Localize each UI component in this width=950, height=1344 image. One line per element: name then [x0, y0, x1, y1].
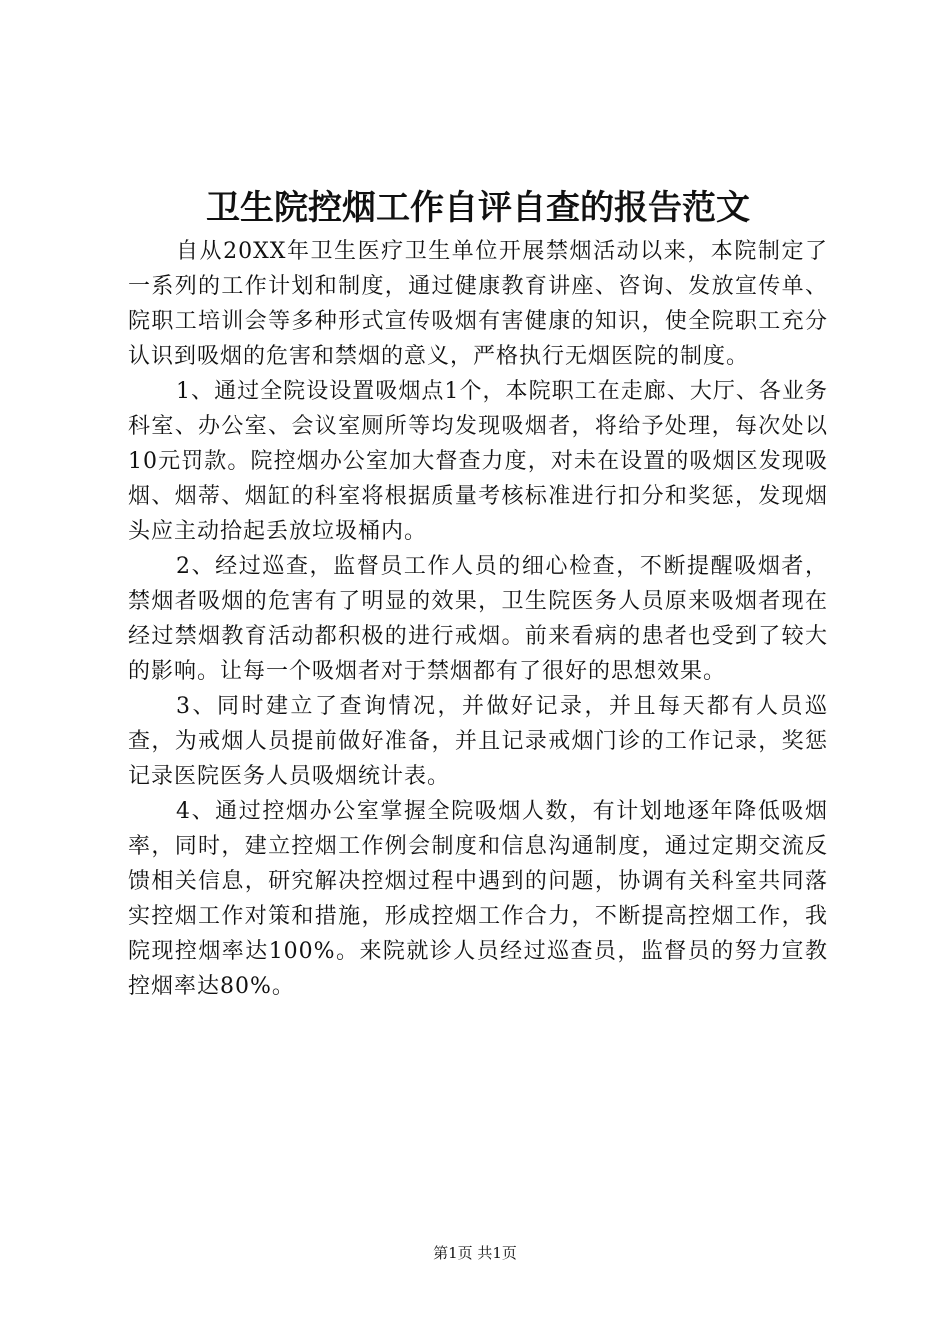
paragraph-2: 2、经过巡查，监督员工作人员的细心检查，不断提醒吸烟者，禁烟者吸烟的危害有了明显的效果，卫生院医务人员原来吸烟者现在经过禁烟教育活动都积极的进行戒烟。前来看病的患者也受到了较大的影响。让每一个吸烟者对于禁烟都有了很好的思想效果。 [128, 554, 828, 684]
paragraph-3: 3、同时建立了查询情况，并做好记录，并且每天都有人员巡查，为戒烟人员提前做好准备，并且记录戒烟门诊的工作记录，奖惩记录医院医务人员吸烟统计表。 [128, 694, 828, 789]
page-footer: 第1页 共1页 [433, 1244, 517, 1262]
paragraph-1: 1、通过全院设设置吸烟点1个，本院职工在走廊、大厅、各业务科室、办公室、会议室厕所等均发现吸烟者，将给予处理，每次处以10元罚款。院控烟办公室加大督查力度，对未在设置的吸烟区发现吸烟、烟蒂、烟缸的科室将根据质量考核标准进行扣分和奖惩，发现烟头应主动拾起丢放垃圾桶内。 [128, 379, 828, 544]
document-title: 卫生院控烟工作自评自查的报告范文 [206, 188, 750, 228]
paragraph-4: 4、通过控烟办公室掌握全院吸烟人数，有计划地逐年降低吸烟率，同时，建立控烟工作例会制度和信息沟通制度，通过定期交流反馈相关信息，研究解决控烟过程中遇到的问题，协调有关科室共同落实控烟工作对策和措施，形成控烟工作合力，不断提高控烟工作，我院现控烟率达100%。来院就诊人员经过巡查员，监督员的努力宣教控烟率达80%。 [128, 799, 828, 999]
intro-paragraph: 自从20XX年卫生医疗卫生单位开展禁烟活动以来，本院制定了一系列的工作计划和制度，通过健康教育讲座、咨询、发放宣传单、院职工培训会等多种形式宣传吸烟有害健康的知识，使全院职工充分认识到吸烟的危害和禁烟的意义，严格执行无烟医院的制度。 [128, 239, 828, 369]
document-body [128, 234, 828, 1004]
